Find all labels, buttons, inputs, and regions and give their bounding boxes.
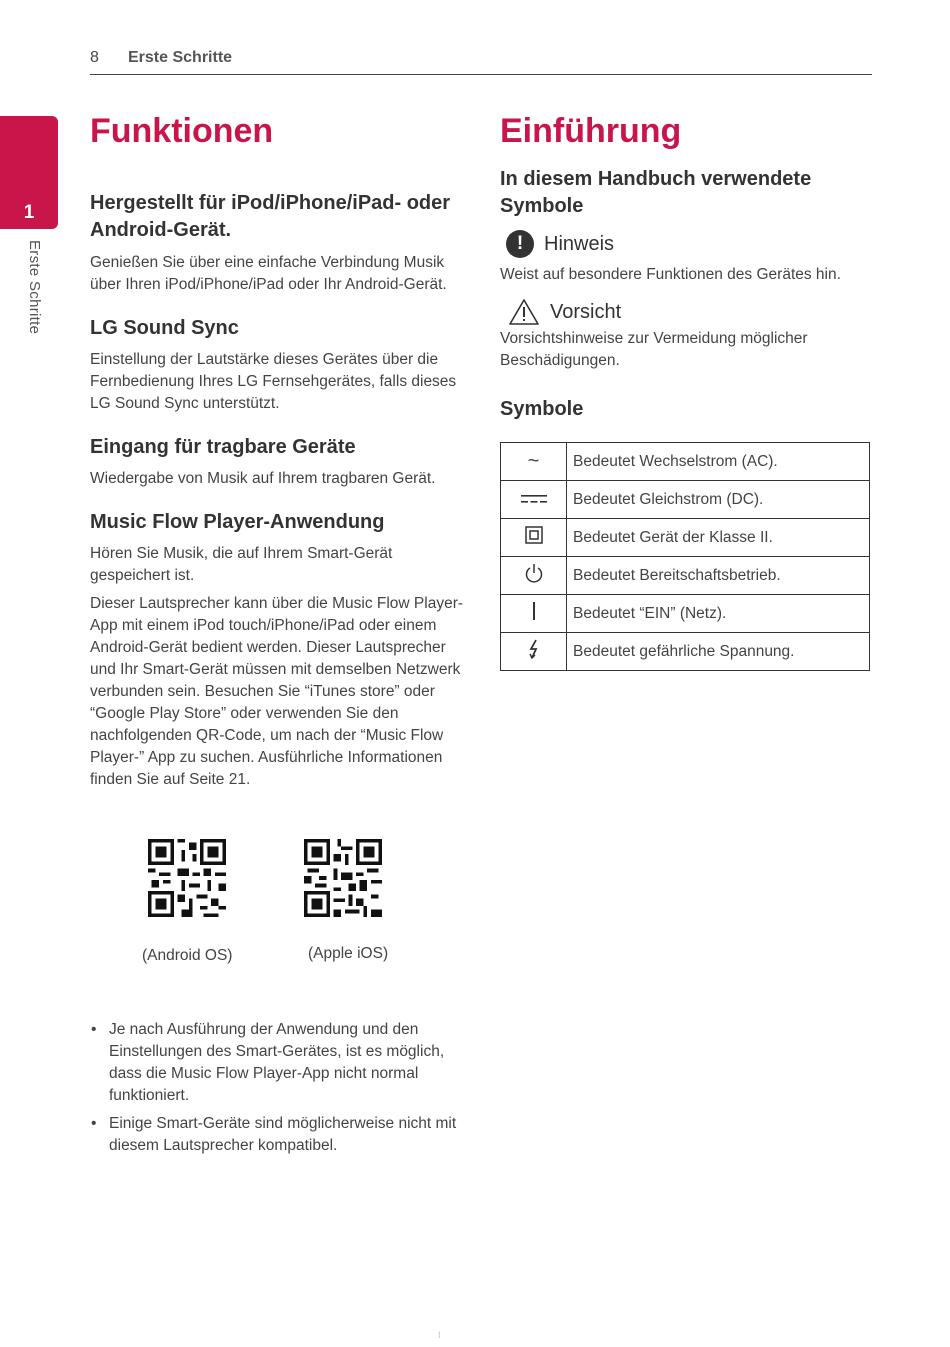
section-ipod: [90, 190, 470, 296]
hinweis-label: Hinweis: [544, 232, 615, 255]
qr-code-row: [90, 839, 470, 989]
symbol-description: Bedeutet Gerät der Klasse II.: [567, 519, 870, 557]
symbols-intro-heading: In diesem Handbuch verwendete Symbole: [500, 168, 812, 217]
right-column: [500, 110, 872, 671]
list-item: [90, 1019, 470, 1107]
power-on-icon: [501, 595, 567, 633]
header-divider: [90, 74, 872, 75]
chapter-number: 1: [23, 202, 35, 223]
qr-caption-ios: (Apple iOS): [308, 945, 389, 962]
section-lg-sound-sync: [90, 315, 470, 415]
section-heading: Music Flow Player-Anwendung: [90, 511, 385, 533]
qr-code-android: [148, 839, 226, 917]
standby-icon: [501, 557, 567, 595]
symbols-heading: Symbole: [500, 398, 584, 420]
warning-triangle-icon: [508, 298, 540, 326]
chapter-tab: [0, 116, 58, 229]
table-row: [501, 443, 870, 481]
left-column: [90, 110, 470, 1163]
symbol-description: Bedeutet Wechselstrom (AC).: [567, 443, 870, 481]
section-heading: Hergestellt für iPod/iPhone/iPad- oder Android-Gerät.: [90, 192, 451, 241]
list-item-text: Je nach Ausführung der Anwendung und den Einstellungen des Smart-Gerätes, ist es möglich, dass die Music Flow Player-App nicht normal funktioniert.: [109, 1021, 445, 1104]
vorsicht-notice: [500, 298, 872, 326]
section-body-2: Dieser Lautsprecher kann über die Music Flow Player-App mit einem iPod touch/iPhone/iPad oder einem Android-Gerät bedient werden. Dieser Lautsprecher und Ihr Smart-Gerät müssen mit demselben Netzwerk verbunden sein. Besuchen Sie “iTunes store” oder “Google Play Store” oder verwenden Sie den nachfolgenden QR-Code, um nach der “Music Flow Player-” App zu suchen. Ausführliche Informationen finden Sie auf Seite 21.: [90, 595, 464, 788]
hazardous-voltage-icon: [501, 633, 567, 671]
list-item-text: Einige Smart-Geräte sind möglicherweise nicht mit diesem Lautsprecher kompatibel.: [109, 1115, 457, 1154]
bullet-icon: •: [91, 1115, 97, 1132]
hinweis-notice: [500, 230, 872, 258]
page-title-funktionen: Funktionen: [90, 112, 274, 150]
hinweis-body: Weist auf besondere Funktionen des Gerätes hin.: [500, 266, 841, 283]
symbol-description: Bedeutet “EIN” (Netz).: [567, 595, 870, 633]
section-heading: LG Sound Sync: [90, 317, 239, 339]
page-title-einfuehrung: Einführung: [500, 112, 682, 150]
symbol-description: Bedeutet Gleichstrom (DC).: [567, 481, 870, 519]
footer-mark: ⁝: [438, 1330, 441, 1340]
symbols-table: [500, 442, 870, 671]
table-row: [501, 595, 870, 633]
table-row: [501, 481, 870, 519]
section-heading: Eingang für tragbare Geräte: [90, 436, 356, 458]
section-body: Einstellung der Lautstärke dieses Gerätes über die Fernbedienung Ihres LG Fernsehgerätes, falls dieses LG Sound Sync unterstützt.: [90, 351, 457, 412]
section-body: Genießen Sie über eine einfache Verbindung Musik über Ihren iPod/iPhone/iPad oder Ihr Android-Gerät.: [90, 254, 447, 293]
class-ii-icon: [501, 519, 567, 557]
qr-caption-android: (Android OS): [142, 947, 233, 964]
qr-code-ios: [304, 839, 382, 917]
vorsicht-label: Vorsicht: [550, 300, 622, 323]
section-music-flow: [90, 509, 470, 791]
symbol-description: Bedeutet gefährliche Spannung.: [567, 633, 870, 671]
page-number: 8: [90, 49, 99, 66]
table-row: [501, 633, 870, 671]
symbol-description: Bedeutet Bereitschaftsbetrieb.: [567, 557, 870, 595]
dc-icon: [501, 481, 567, 519]
ac-tilde-icon: ~: [501, 443, 567, 481]
chapter-side-label: Erste Schritte: [26, 240, 43, 335]
list-item: [90, 1113, 470, 1157]
table-row: [501, 519, 870, 557]
table-row: [501, 557, 870, 595]
bullet-list: [90, 1019, 470, 1157]
section-body: Wiedergabe von Musik auf Ihrem tragbaren Gerät.: [90, 470, 436, 487]
exclamation-circle-icon: !: [506, 230, 534, 258]
section-portable-input: [90, 434, 470, 490]
running-header: Erste Schritte: [128, 49, 233, 66]
bullet-icon: •: [91, 1021, 97, 1038]
vorsicht-body: Vorsichtshinweise zur Vermeidung möglicher Beschädigungen.: [500, 330, 808, 369]
section-body: Hören Sie Musik, die auf Ihrem Smart-Gerät gespeichert ist.: [90, 545, 393, 584]
